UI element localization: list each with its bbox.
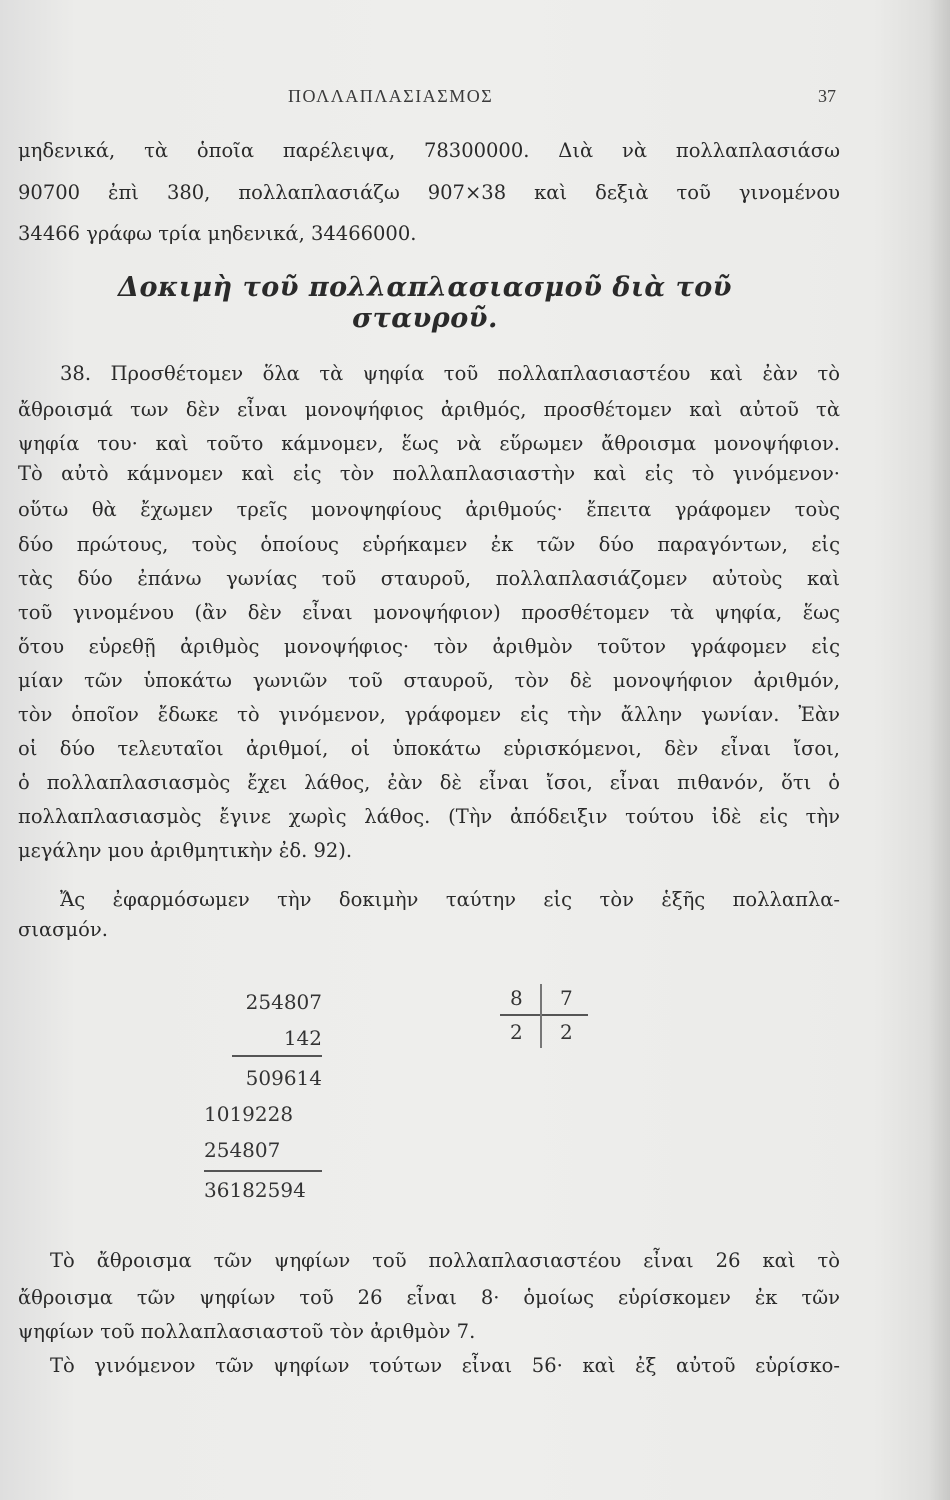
- text-line: ἄθροισμα τῶν ψηφίων τοῦ 26 εἶναι 8· ὁμοίως εὑρίσκομεν ἐκ τῶν: [18, 1286, 840, 1309]
- text-line: 38. Προσθέτομεν ὅλα τὰ ψηφία τοῦ πολλαπλασιαστέου καὶ ἐὰν τὸ: [60, 362, 840, 385]
- rule-under-multiplier: [232, 1055, 322, 1057]
- cross-top-left: 8: [510, 986, 523, 1010]
- multiplier: 142: [283, 1026, 322, 1050]
- text-line: ψηφία του· καὶ τοῦτο κάμνομεν, ἕως νὰ εὕρωμεν ἄθροισμα μονοψήφιον.: [18, 432, 840, 455]
- page-header: [0, 86, 950, 116]
- text-line: 34466 γράφω τρία μηδενικά, 34466000.: [18, 222, 417, 245]
- text-line: οὕτω θὰ ἔχωμεν τρεῖς μονοψηφίους ἀριθμούς· ἔπειτα γράφομεν τοὺς: [18, 498, 840, 521]
- text-line: Τὸ ἄθροισμα τῶν ψηφίων τοῦ πολλαπλασιαστέου εἶναι 26 καὶ τὸ: [50, 1249, 840, 1272]
- text-line: Τὸ αὐτὸ κάμνομεν καὶ εἰς τὸν πολλαπλασιαστὴν καὶ εἰς τὸ γινόμενον·: [18, 462, 840, 485]
- cross-check: [500, 984, 590, 1054]
- text-line: πολλαπλασιασμὸς ἔγινε χωρὶς λάθος. (Τὴν ἀπόδειξιν τούτου ἰδὲ εἰς τὴν: [18, 805, 840, 828]
- rule-above-product: [204, 1170, 322, 1172]
- text-line: ἄθροισμά των δὲν εἶναι μονοψήφιος ἀριθμός, προσθέτομεν καὶ αὐτοῦ τὰ: [18, 398, 840, 421]
- text-line: Ἄς ἐφαρμόσωμεν τὴν δοκιμὴν ταύτην εἰς τὸν ἑξῆς πολλαπλα-: [60, 888, 840, 911]
- partial-product: 1019228: [204, 1102, 294, 1126]
- text-line: δύο πρώτους, τοὺς ὁποίους εὑρήκαμεν ἐκ τῶν δύο παραγόντων, εἰς: [18, 533, 840, 556]
- multiplication-layout: [190, 984, 322, 1208]
- cross-vertical-line: [540, 984, 542, 1048]
- text-line: ὁ πολλαπλασιασμὸς ἔχει λάθος, ἐὰν δὲ εἶναι ἴσοι, εἶναι πιθανόν, ὅτι ὁ: [18, 771, 840, 794]
- partial-product: 509614: [245, 1066, 322, 1090]
- product: 36182594: [204, 1178, 306, 1202]
- page-edge-shadow: [928, 0, 950, 1500]
- text-line: ὅτου εὑρεθῇ ἀριθμὸς μονοψήφιος· τὸν ἀριθμὸν τοῦτον γράφομεν εἰς: [18, 635, 840, 658]
- text-line: τοῦ γινομένου (ἂν δὲν εἶναι μονοψήφιον) προσθέτομεν τὰ ψηφία, ἕως: [18, 601, 840, 624]
- text-line: μίαν τῶν ὑποκάτω γωνιῶν τοῦ σταυροῦ, τὸν δὲ μονοψήφιον ἀριθμόν,: [18, 669, 840, 692]
- text-line: 90700 ἐπὶ 380, πολλαπλασιάζω 907×38 καὶ δεξιὰ τοῦ γινομένου: [18, 181, 840, 204]
- cross-bottom-left: 2: [510, 1020, 523, 1044]
- partial-product: 254807: [204, 1138, 281, 1162]
- text-line: Τὸ γινόμενον τῶν ψηφίων τούτων εἶναι 56· καὶ ἐξ αὐτοῦ εὑρίσκο-: [50, 1354, 840, 1377]
- cross-top-right: 7: [560, 986, 573, 1010]
- text-line: τὸν ὁποῖον ἔδωκε τὸ γινόμενον, γράφομεν εἰς τὴν ἄλλην γωνίαν. Ἐὰν: [18, 703, 840, 726]
- section-heading: Δοκιμὴ τοῦ πολλαπλασιασμοῦ διὰ τοῦ σταυροῦ.: [118, 272, 732, 334]
- text-line: μεγάλην μου ἀριθμητικὴν ἐδ. 92).: [18, 839, 353, 862]
- running-title: ΠΟΛΛΑΠΛΑΣΙΑΣΜΟΣ: [288, 86, 494, 106]
- text-line: μηδενικά, τὰ ὁποῖα παρέλειψα, 78300000. Διὰ νὰ πολλαπλασιάσω: [18, 139, 840, 162]
- text-line: τὰς δύο ἐπάνω γωνίας τοῦ σταυροῦ, πολλαπλασιάζομεν αὐτοὺς καὶ: [18, 567, 840, 590]
- text-line: οἱ δύο τελευταῖοι ἀριθμοί, οἱ ὑποκάτω εὑρισκόμενοι, δὲν εἶναι ἴσοι,: [18, 737, 840, 760]
- page-number: 37: [818, 86, 836, 106]
- cross-horizontal-line: [500, 1014, 588, 1016]
- multiplicand: 254807: [245, 990, 322, 1014]
- text-line: ψηφίων τοῦ πολλαπλασιαστοῦ τὸν ἀριθμὸν 7.: [18, 1320, 476, 1343]
- cross-bottom-right: 2: [560, 1020, 573, 1044]
- text-line: σιασμόν.: [18, 918, 108, 941]
